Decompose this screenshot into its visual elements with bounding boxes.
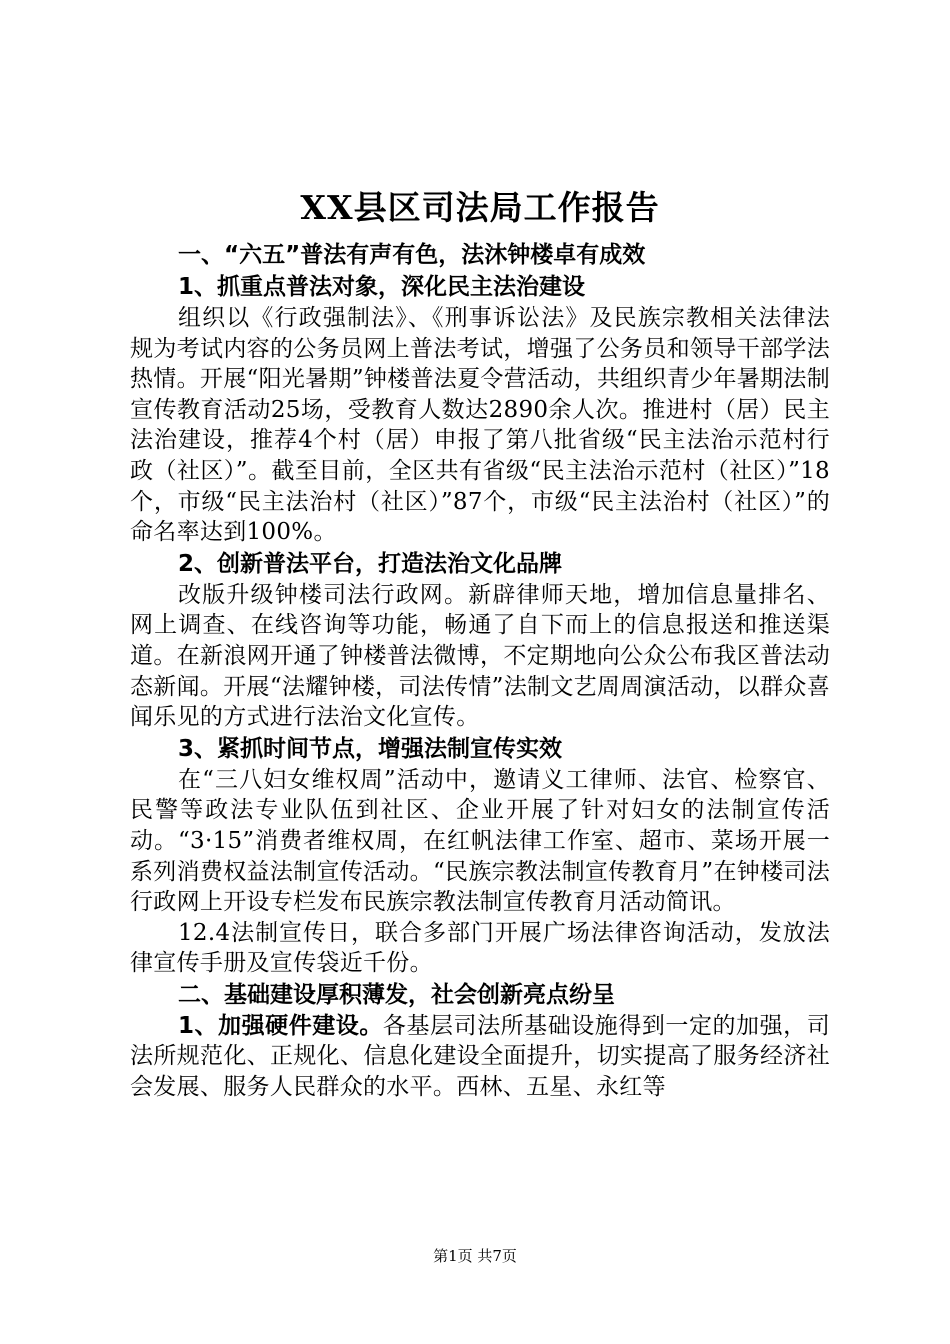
paragraph: 12.4法制宣传日，联合多部门开展广场法律咨询活动，发放法律宣传手册及宣传袋近千份。 [130, 919, 830, 977]
paragraph: 在“三八妇女维权周”活动中，邀请义工律师、法官、检察官、民警等政法专业队伍到社区、企业开展了针对妇女的法制宣传活动。“3·15”消费者维权周，在红帆法律工作室、超市、菜场开展一系列消费权益法制宣传活动。“民族宗教法制宣传教育月”在钟楼司法行政网上开设专栏发布民族宗教法制宣传教育月活动简讯。 [130, 766, 830, 916]
page-number: 第1页 共7页 [433, 1247, 517, 1265]
paragraph: 改版升级钟楼司法行政网。新辟律师天地，增加信息量排名、网上调查、在线咨询等功能，畅通了自下而上的信息报送和推送渠道。在新浪网开通了钟楼普法微博，不定期地向公众公布我区普法动态新闻。开展“法耀钟楼，司法传情”法制文艺周周演活动，以群众喜闻乐见的方式进行法治文化宣传。 [130, 581, 830, 731]
subsection-heading-1: 1、抓重点普法对象，深化民主法治建设 [178, 274, 586, 300]
subsection-heading-3: 3、紧抓时间节点，增强法制宣传实效 [178, 735, 563, 762]
section-heading-1: 一、“六五”普法有声有色，法沐钟楼卓有成效 [178, 242, 646, 268]
paragraph [130, 1011, 830, 1103]
paragraph-text: 各基层司法所基础设施得到一定的加强，司法所规范化、正规化、信息化建设全面提升，切实提高了服务经济社会发展、服务人民群众的水平。西林、五星、永红等 [130, 1012, 830, 1101]
document-title: XX县区司法局工作报告 [300, 188, 660, 227]
paragraph-lead: 1、加强硬件建设。 [178, 1012, 383, 1039]
subsection-heading-2: 2、创新普法平台，打造法治文化品牌 [178, 550, 563, 577]
section-heading-2: 二、基础建设厚积薄发，社会创新亮点纷呈 [178, 981, 615, 1008]
paragraph: 组织以《行政强制法》、《刑事诉讼法》及民族宗教相关法律法规为考试内容的公务员网上普法考试，增强了公务员和领导干部学法热情。开展“阳光暑期”钟楼普法夏令营活动，共组织青少年暑期法制宣传教育活动25场，受教育人数达2890余人次。推进村（居）民主法治建设，推荐4个村（居）申报了第八批省级“民主法治示范村行政（社区）”。截至目前，全区共有省级“民主法治示范村（社区）”18个，市级“民主法治村（社区）”87个，市级“民主法治村（社区）”的命名率达到100%。 [130, 305, 830, 546]
document-body [130, 183, 830, 1103]
